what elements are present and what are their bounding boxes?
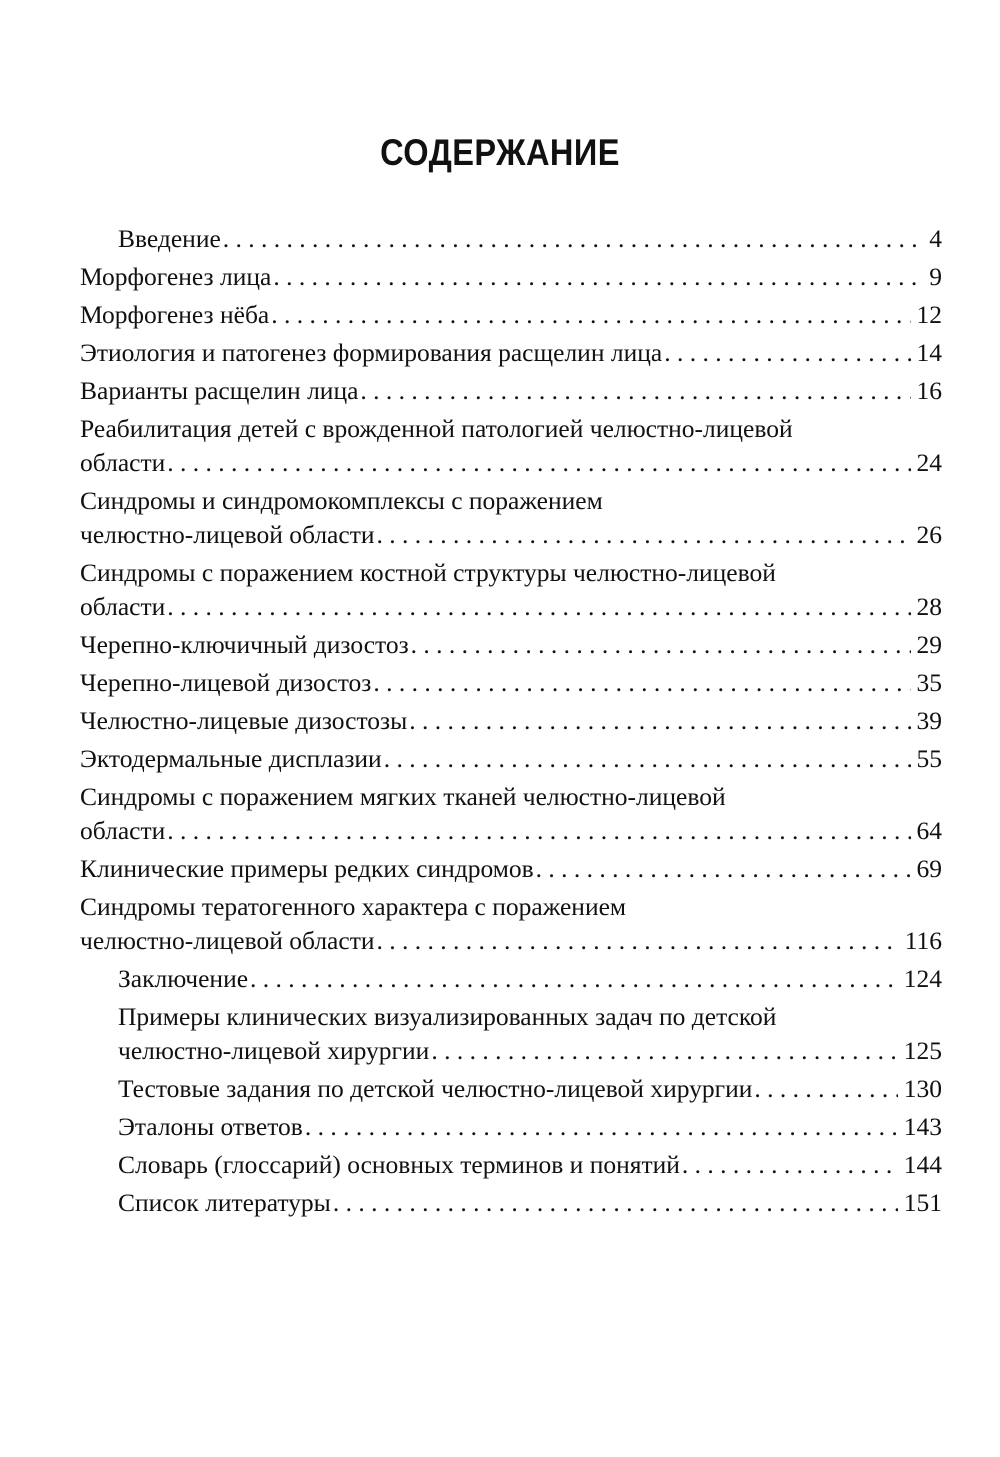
toc-entry-title-line1: Синдромы с поражением мягких тканей челюстно-лицевой: [80, 782, 726, 811]
leader-dots: [431, 1034, 897, 1068]
leader-dots: [376, 518, 910, 552]
toc-entry-page: 4: [929, 224, 942, 253]
toc-entry-page: 55: [916, 744, 942, 773]
table-of-contents: [80, 222, 942, 1224]
toc-entry: [80, 962, 942, 996]
toc-entry-title: Черепно-лицевой дизостоз: [80, 668, 372, 697]
toc-entry: [80, 704, 942, 738]
toc-entry-page: 144: [903, 1150, 942, 1179]
toc-entry: [80, 890, 942, 958]
toc-entry-page: 39: [916, 706, 942, 735]
toc-entry: [80, 1148, 942, 1182]
leader-dots: [167, 590, 910, 624]
toc-entry: [80, 556, 942, 624]
toc-entry-page: 16: [916, 376, 942, 405]
toc-entry-title: Черепно-ключичный дизостоз: [80, 630, 409, 659]
leader-dots: [305, 1110, 898, 1144]
toc-entry-title-line1: Синдромы тератогенного характера с поражением: [80, 892, 627, 921]
toc-entry-title-line1: Синдромы с поражением костной структуры челюстно-лицевой: [80, 558, 776, 587]
toc-entry: [80, 852, 942, 886]
toc-entry-page: 124: [903, 964, 942, 993]
toc-entry: [80, 666, 942, 700]
leader-dots: [376, 924, 898, 958]
leader-dots: [167, 446, 910, 480]
toc-entry: [80, 1110, 942, 1144]
toc-entry-page: 24: [916, 448, 942, 477]
leader-dots: [333, 1186, 898, 1220]
leader-dots: [373, 666, 910, 700]
leader-dots: [167, 814, 910, 848]
toc-entry-title: Эктодермальные дисплазии: [80, 744, 382, 773]
toc-entry-page: 151: [903, 1188, 942, 1217]
toc-entry-title: челюстно-лицевой хирургии: [118, 1036, 430, 1065]
leader-dots: [384, 742, 911, 776]
toc-entry: [80, 1000, 942, 1068]
toc-entry-page: 143: [903, 1112, 942, 1141]
toc-entry-page: 130: [903, 1074, 942, 1103]
toc-entry-page: 69: [916, 854, 942, 883]
leader-dots: [754, 1072, 897, 1106]
toc-entry-title: Морфогенез лица: [80, 262, 272, 291]
toc-entry-title: челюстно-лицевой области: [80, 926, 375, 955]
toc-entry-page: 64: [916, 816, 942, 845]
toc-entry-page: 9: [929, 262, 942, 291]
toc-entry-title: Словарь (глоссарий) основных терминов и понятий: [118, 1150, 680, 1179]
toc-entry: [80, 628, 942, 662]
toc-entry: [80, 222, 942, 256]
toc-entry-page: 12: [916, 300, 942, 329]
toc-entry: [80, 1072, 942, 1106]
toc-entry-page: 116: [904, 926, 942, 955]
toc-entry: [80, 336, 942, 370]
toc-entry: [80, 298, 942, 332]
toc-entry-page: 29: [916, 630, 942, 659]
toc-entry-title: области: [80, 592, 166, 621]
toc-entry: [80, 780, 942, 848]
toc-entry-title: Тестовые задания по детской челюстно-лицевой хирургии: [118, 1074, 753, 1103]
toc-entry-title: области: [80, 448, 166, 477]
toc-entry: [80, 374, 942, 408]
leader-dots: [411, 628, 911, 662]
toc-entry-title-line1: Реабилитация детей с врожденной патологией челюстно-лицевой: [80, 414, 793, 443]
leader-dots: [271, 298, 910, 332]
leader-dots: [273, 260, 923, 294]
toc-entry: [80, 1186, 942, 1220]
toc-entry: [80, 742, 942, 776]
toc-entry-title: Введение: [118, 224, 221, 253]
toc-entry-title-line1: Примеры клинических визуализированных задач по детской: [118, 1002, 777, 1031]
toc-entry: [80, 484, 942, 552]
leader-dots: [664, 336, 910, 370]
leader-dots: [360, 374, 910, 408]
leader-dots: [536, 852, 911, 886]
toc-entry-title: области: [80, 816, 166, 845]
toc-entry: [80, 260, 942, 294]
toc-entry-page: 28: [916, 592, 942, 621]
toc-entry-page: 35: [916, 668, 942, 697]
leader-dots: [409, 704, 910, 738]
toc-entry-title: Список литературы: [118, 1188, 331, 1217]
toc-entry-title: челюстно-лицевой области: [80, 520, 375, 549]
toc-entry-title: Варианты расщелин лица: [80, 376, 359, 405]
leader-dots: [682, 1148, 898, 1182]
toc-entry-title: Эталоны ответов: [118, 1112, 303, 1141]
toc-entry-title: Заключение: [118, 964, 249, 993]
toc-entry-title: Этиология и патогенез формирования расщелин лица: [80, 338, 663, 367]
leader-dots: [250, 962, 898, 996]
toc-entry: [80, 412, 942, 480]
leader-dots: [223, 222, 923, 256]
page-title: СОДЕРЖАНИЕ: [380, 132, 620, 173]
toc-entry-title: Клинические примеры редких синдромов: [80, 854, 534, 883]
toc-entry-title: Морфогенез нёба: [80, 300, 270, 329]
toc-entry-page: 26: [916, 520, 942, 549]
toc-entry-page: 125: [903, 1036, 942, 1065]
toc-entry-title-line1: Синдромы и синдромокомплексы с поражением: [80, 486, 603, 515]
toc-entry-title: Челюстно-лицевые дизостозы: [80, 706, 408, 735]
toc-entry-page: 14: [916, 338, 942, 367]
